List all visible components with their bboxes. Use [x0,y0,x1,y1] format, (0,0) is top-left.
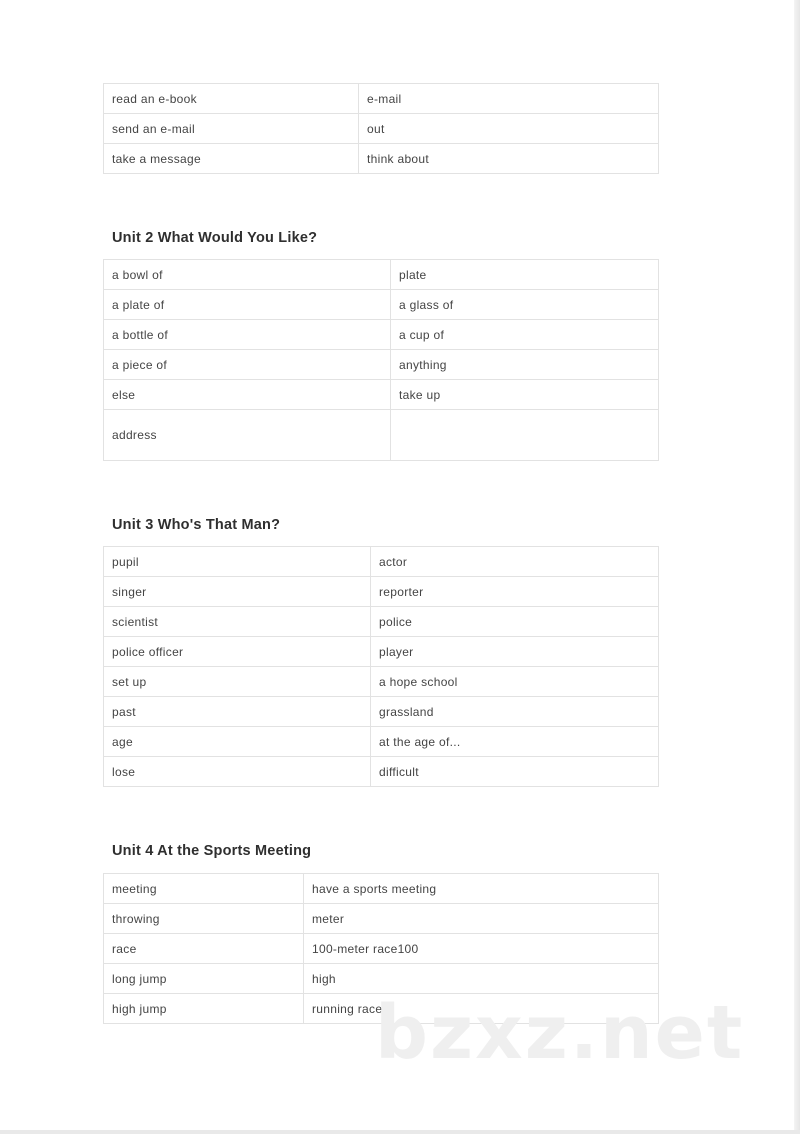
table-cell: a bowl of [104,260,391,290]
vocab-table-unit1 [103,83,659,174]
table-cell: throwing [104,904,304,934]
table-row [104,144,659,174]
table-cell: a bottle of [104,320,391,350]
table-cell: send an e-mail [104,114,359,144]
vocab-table-unit3 [103,546,659,787]
table-row [104,697,659,727]
table-cell: difficult [371,757,659,787]
table-cell: age [104,727,371,757]
table-cell: lose [104,757,371,787]
page-edge [794,0,800,1134]
table-row [104,994,659,1024]
unit3-title: Unit 3 Who's That Man? [112,517,281,533]
table-cell: past [104,697,371,727]
table-cell: meeting [104,874,304,904]
table-row [104,547,659,577]
table-cell: singer [104,577,371,607]
table-row [104,84,659,114]
table-cell: think about [359,144,659,174]
table-row [104,577,659,607]
table-cell: take up [391,380,659,410]
table-cell: anything [391,350,659,380]
table-row [104,667,659,697]
table-row [104,727,659,757]
table-cell: pupil [104,547,371,577]
table-row [104,350,659,380]
table-row [104,757,659,787]
table-row [104,290,659,320]
table-cell: reporter [371,577,659,607]
table-cell: at the age of... [371,727,659,757]
table-cell: a piece of [104,350,391,380]
table-row [104,380,659,410]
table-cell: e-mail [359,84,659,114]
page-bottom-edge [0,1130,800,1134]
table-row [104,934,659,964]
table-cell: high jump [104,994,304,1024]
table-cell: else [104,380,391,410]
table-row [104,874,659,904]
vocab-table-unit4 [103,873,659,1024]
table-cell: running race [304,994,659,1024]
table-cell: read an e-book [104,84,359,114]
table-cell: a glass of [391,290,659,320]
table-row [104,964,659,994]
table-cell: scientist [104,607,371,637]
vocab-table-unit2 [103,259,659,461]
unit2-title: Unit 2 What Would You Like? [112,230,318,246]
table-row [104,637,659,667]
table-row [104,260,659,290]
table-cell: take a message [104,144,359,174]
table-cell: a plate of [104,290,391,320]
table-cell: grassland [371,697,659,727]
table-row [104,904,659,934]
table-cell: a hope school [371,667,659,697]
table-cell: high [304,964,659,994]
table-row [104,114,659,144]
table-row [104,320,659,350]
table-row [104,410,659,461]
table-cell: out [359,114,659,144]
table-cell: police [371,607,659,637]
table-cell: player [371,637,659,667]
table-cell: address [104,410,391,461]
unit4-title: Unit 4 At the Sports Meeting [112,843,312,859]
watermark: bzxz.net [375,990,745,1076]
table-cell: a cup of [391,320,659,350]
table-cell: police officer [104,637,371,667]
table-cell: long jump [104,964,304,994]
table-cell: have a sports meeting [304,874,659,904]
table-cell: race [104,934,304,964]
table-cell: meter [304,904,659,934]
table-cell [391,410,659,461]
table-cell: set up [104,667,371,697]
table-cell: plate [391,260,659,290]
table-row [104,607,659,637]
table-cell: 100-meter race100 [304,934,659,964]
table-cell: actor [371,547,659,577]
